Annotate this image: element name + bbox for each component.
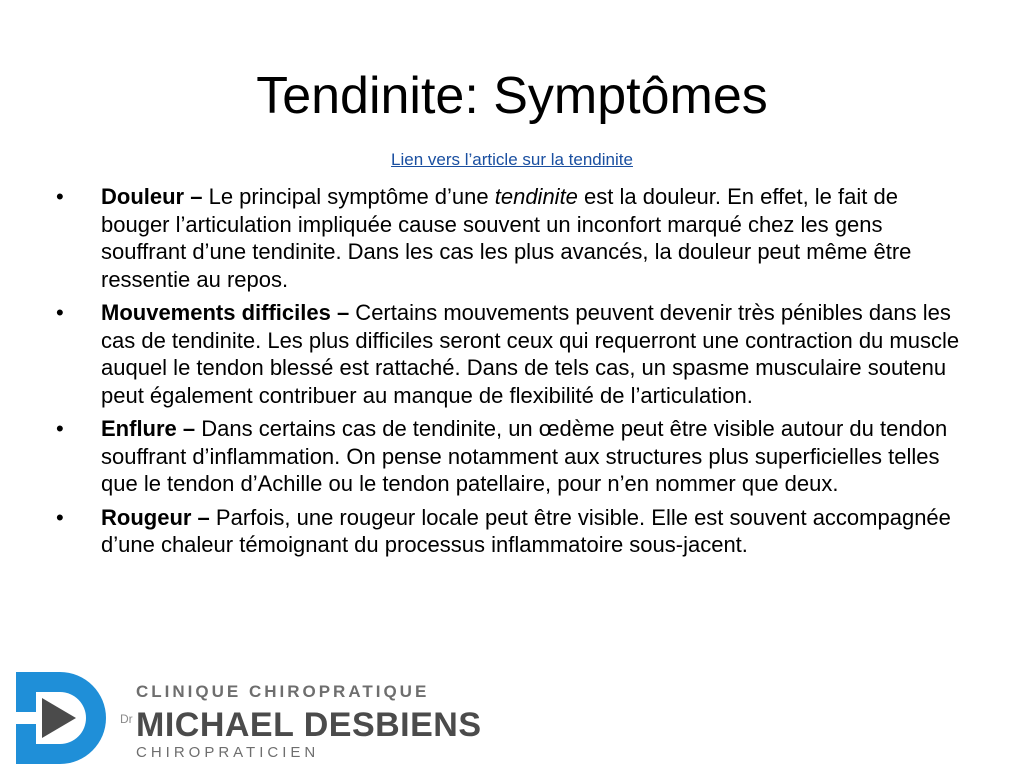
list-item	[56, 504, 971, 559]
symptom-term: Mouvements difficiles –	[101, 300, 350, 325]
list-item	[56, 183, 971, 293]
symptom-term: Douleur –	[101, 184, 203, 209]
slide-title: Tendinite: Symptômes	[256, 67, 768, 125]
symptom-text: Dans certains cas de tendinite, un œdème peut être visible autour du tendon souffrant d’inflammation. On pense notamment aux structures plus superficielles telles que le tendon d’Achille ou le tendon patellaire, pour n’en nommer que deux.	[101, 416, 948, 496]
bullet-marker: •	[56, 416, 64, 441]
logo-doctor-name: MICHAEL DESBIENS	[136, 706, 482, 744]
symptom-term: Enflure –	[101, 416, 196, 441]
clinic-logo	[16, 672, 506, 764]
article-link-container	[0, 149, 1024, 171]
symptom-text: Le principal symptôme d’une	[202, 184, 495, 209]
symptom-list	[56, 183, 971, 565]
symptom-emphasis: tendinite	[494, 184, 578, 209]
list-item	[56, 299, 971, 409]
clinic-d-logo-icon	[16, 672, 108, 764]
article-link[interactable]: Lien vers l’article sur la tendinite	[391, 150, 633, 169]
symptom-text-after: est la douleur. En effet, le fait de bouger l’articulation impliquée cause souvent un inconfort marqué chez les gens souffrant d’une tendinite. Dans les cas les plus avancés, la douleur peut même être ressentie au repos.	[101, 184, 912, 292]
symptom-text: Parfois, une rougeur locale peut être visible. Elle est souvent accompagnée d’une chaleur témoignant du processus inflammatoire sous-jacent.	[101, 504, 951, 557]
logo-profession: CHIROPRATICIEN	[136, 744, 320, 761]
list-item	[56, 415, 971, 498]
logo-clinic-name: CLINIQUE CHIROPRATIQUE	[136, 682, 430, 701]
bullet-marker: •	[56, 504, 64, 530]
symptom-text: Certains mouvements peuvent devenir très pénibles dans les cas de tendinite. Les plus difficiles seront ceux qui requerront une contraction du muscle auquel le tendon blessé est rattaché. Dans de tels cas, un spasme musculaire soutenu peut également contribuer au manque de flexibilité de l’articulation.	[101, 300, 960, 408]
symptom-term: Rougeur –	[101, 504, 210, 530]
logo-doctor-prefix: Dr	[120, 712, 133, 726]
bullet-marker: •	[56, 184, 64, 209]
bullet-marker: •	[56, 300, 64, 325]
